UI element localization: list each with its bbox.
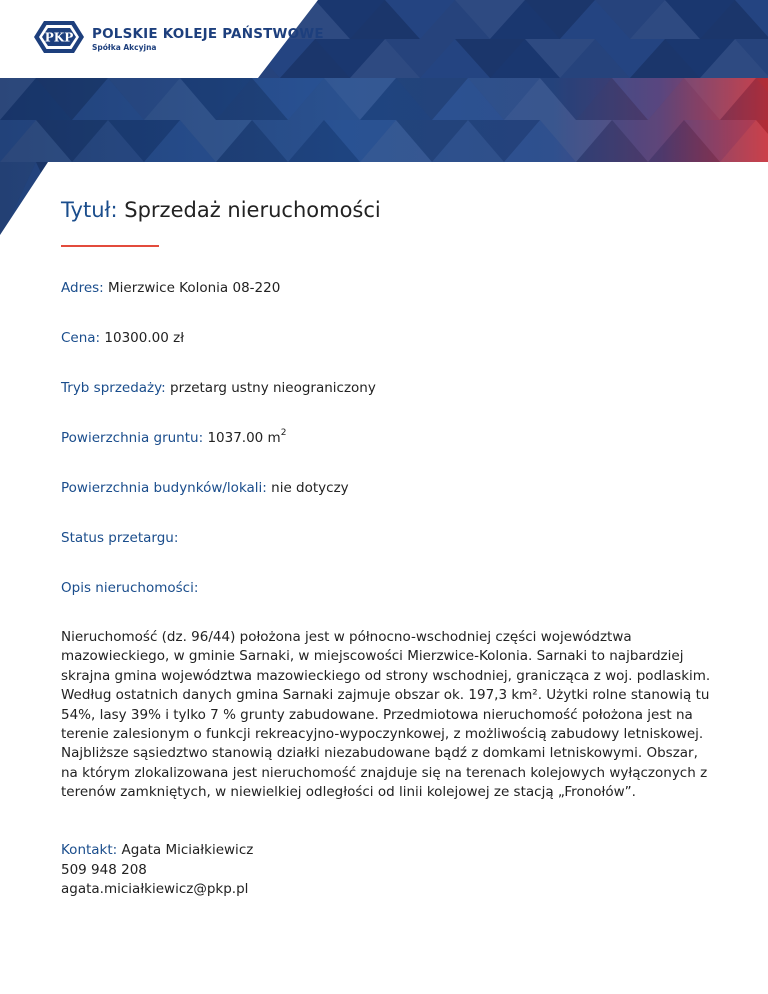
sale-mode-value: przetarg ustny nieograniczony	[170, 380, 376, 396]
contact-name-row	[61, 841, 253, 861]
land-area-value: 1037.00 m	[207, 430, 281, 446]
address-label: Adres:	[61, 280, 104, 296]
banner-triangle	[720, 162, 768, 240]
company-name: POLSKIE KOLEJE PAŃSTWOWE	[92, 26, 324, 42]
listing-content	[61, 196, 721, 897]
contact-phone: 509 948 208	[61, 861, 147, 878]
pkp-logo-badge	[30, 18, 88, 56]
address-row	[61, 279, 280, 297]
contact-name: Agata Miciałkiewicz	[121, 842, 254, 858]
land-area-unit-exponent: 2	[280, 428, 287, 438]
title-value: Sprzedaż nieruchomości	[124, 198, 381, 222]
description-text: Nieruchomość (dz. 96/44) położona jest w północno-wschodniej części województwa mazowieckiego, w gminie Sarnaki, w miejscowości Mierzwice-Kolonia. Sarnaki to najbardziej skrajna gmina województwa mazowieckiego od strony wschodniej, granicząca z woj. podlaskim. Według ostatnich danych gmina Sarnaki zajmuje obszar ok. 197,3 km². Użytki rolne stanowią tu 54%, lasy 39% i tylko 7 % grunty zabudowane. Przedmiotowa nieruchomość położona jest na terenie zalesionym o funkcji rekreacyjno-wypoczynkowej, z możliwością zabudowy letniskowej. Najbliższe sąsiedztwo stanowią działki niezabudowane bądź z domkami letniskowymi. Obszar, na którym zlokalizowana jest nieruchomość znajduje się na terenach kolejowych wyłączonych z terenów zamkniętych, w niewielkiej odległości od linii kolejowej ze stacją „Fronołów”.	[61, 629, 711, 801]
description-heading	[61, 579, 198, 597]
address-value: Mierzwice Kolonia 08-220	[108, 280, 281, 296]
price-label: Cena:	[61, 330, 101, 346]
tender-status-label: Status przetargu:	[61, 530, 179, 546]
pkp-logo	[30, 18, 324, 58]
price-value: 10300.00 zł	[104, 330, 185, 346]
title-label: Tytuł:	[61, 198, 118, 222]
land-area-label: Powierzchnia gruntu:	[61, 430, 204, 446]
building-area-value: nie dotyczy	[271, 480, 349, 496]
contact-email: agata.miciałkiewicz@pkp.pl	[61, 881, 249, 897]
title-underline	[61, 245, 159, 247]
tender-status-row	[61, 529, 178, 547]
sale-mode-label: Tryb sprzedaży:	[61, 380, 166, 396]
banner-triangle	[756, 162, 768, 240]
pkp-logo-badge-text: PKP	[44, 30, 74, 45]
price-row	[61, 329, 184, 347]
building-area-row	[61, 479, 349, 497]
land-area-row	[61, 429, 286, 447]
sale-mode-row	[61, 379, 376, 397]
page-title	[61, 196, 721, 224]
description-label: Opis nieruchomości:	[61, 580, 199, 596]
company-form: Spółka Akcyjna	[92, 43, 157, 52]
contact-block	[61, 841, 253, 900]
building-area-label: Powierzchnia budynków/lokali:	[61, 480, 267, 496]
contact-label: Kontakt:	[61, 842, 118, 858]
